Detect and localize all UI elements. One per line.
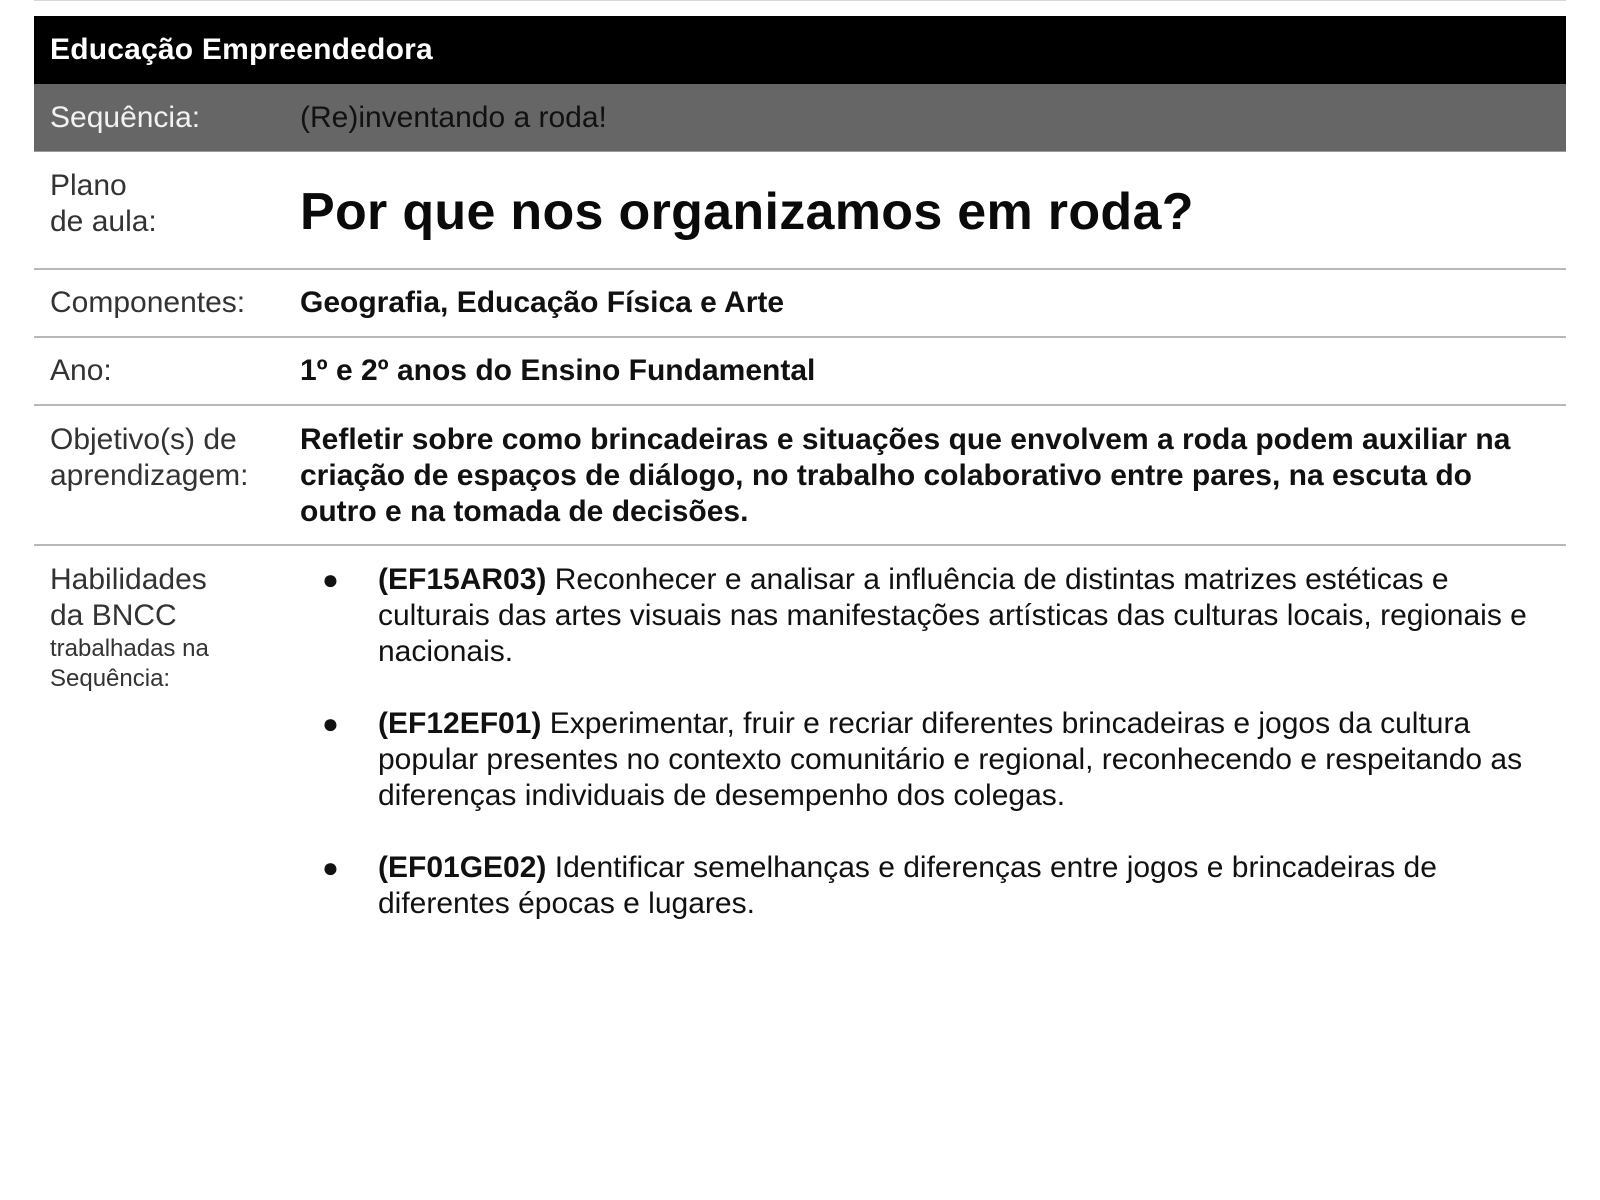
lesson-plan-sheet [34, 16, 1566, 958]
skills-label-small2: Sequência: [50, 665, 171, 692]
skill-code: (EF12EF01) [378, 707, 550, 740]
skills-label-small1: trabalhadas na [50, 635, 209, 662]
objectives-label-line1: Objetivo(s) de [50, 423, 237, 456]
sequence-label: Sequência: [50, 100, 201, 134]
skills-row [34, 546, 1566, 958]
year-label: Ano: [50, 354, 112, 387]
bullet-icon: ● [322, 564, 339, 595]
plan-label [34, 152, 300, 268]
skills-label-line2: da BNCC [50, 599, 177, 632]
skill-description: Reconhecer e analisar a influência de distintas matrizes estéticas e culturais das artes visuais nas manifestações artísticas das culturas locais, regionais e nacionais. [378, 563, 1527, 668]
skill-description: Experimentar, fruir e recriar diferentes brincadeiras e jogos da cultura popular presentes no contexto comunitário e regional, reconhecendo e respeitando as diferenças individuais de desempenho dos colegas. [378, 707, 1523, 812]
objectives-label-line2: aprendizagem: [50, 459, 249, 492]
skill-item [300, 706, 1566, 814]
components-row [34, 270, 1566, 338]
sequence-value: (Re)inventando a roda! [300, 100, 607, 134]
skills-label [34, 562, 300, 958]
skill-code: (EF15AR03) [378, 563, 555, 596]
objectives-row [34, 406, 1566, 546]
plan-row [34, 152, 1566, 270]
components-value: Geografia, Educação Física e Arte [300, 286, 785, 319]
year-value: 1º e 2º anos do Ensino Fundamental [300, 354, 816, 387]
skill-item [300, 562, 1566, 670]
program-title: Educação Empreendedora [50, 33, 433, 66]
plan-label-line1: Plano [50, 169, 127, 202]
skill-description: Identificar semelhanças e diferenças entre jogos e brincadeiras de diferentes épocas e lugares. [378, 851, 1437, 920]
sequence-header [34, 84, 1566, 152]
lesson-title: Por que nos organizamos em roda? [300, 183, 1194, 241]
year-row [34, 338, 1566, 406]
program-header [34, 16, 1566, 84]
skills-list [300, 562, 1566, 958]
skill-text [378, 562, 1566, 670]
bullet-icon: ● [322, 852, 339, 883]
bullet-icon: ● [322, 708, 339, 739]
objectives-value: Refletir sobre como brincadeiras e situações que envolvem a roda podem auxiliar na criação de espaços de diálogo, no trabalho colaborativo entre pares, na escuta do outro e na tomada de decisões. [300, 423, 1511, 528]
objectives-label [34, 422, 300, 544]
skill-code: (EF01GE02) [378, 851, 555, 884]
top-rule [34, 0, 1566, 1]
skill-text [378, 850, 1566, 922]
skill-item [300, 850, 1566, 922]
components-label: Componentes: [50, 286, 246, 319]
skill-text [378, 706, 1566, 814]
plan-label-line2: de aula: [50, 205, 157, 238]
skills-label-line1: Habilidades [50, 563, 207, 596]
